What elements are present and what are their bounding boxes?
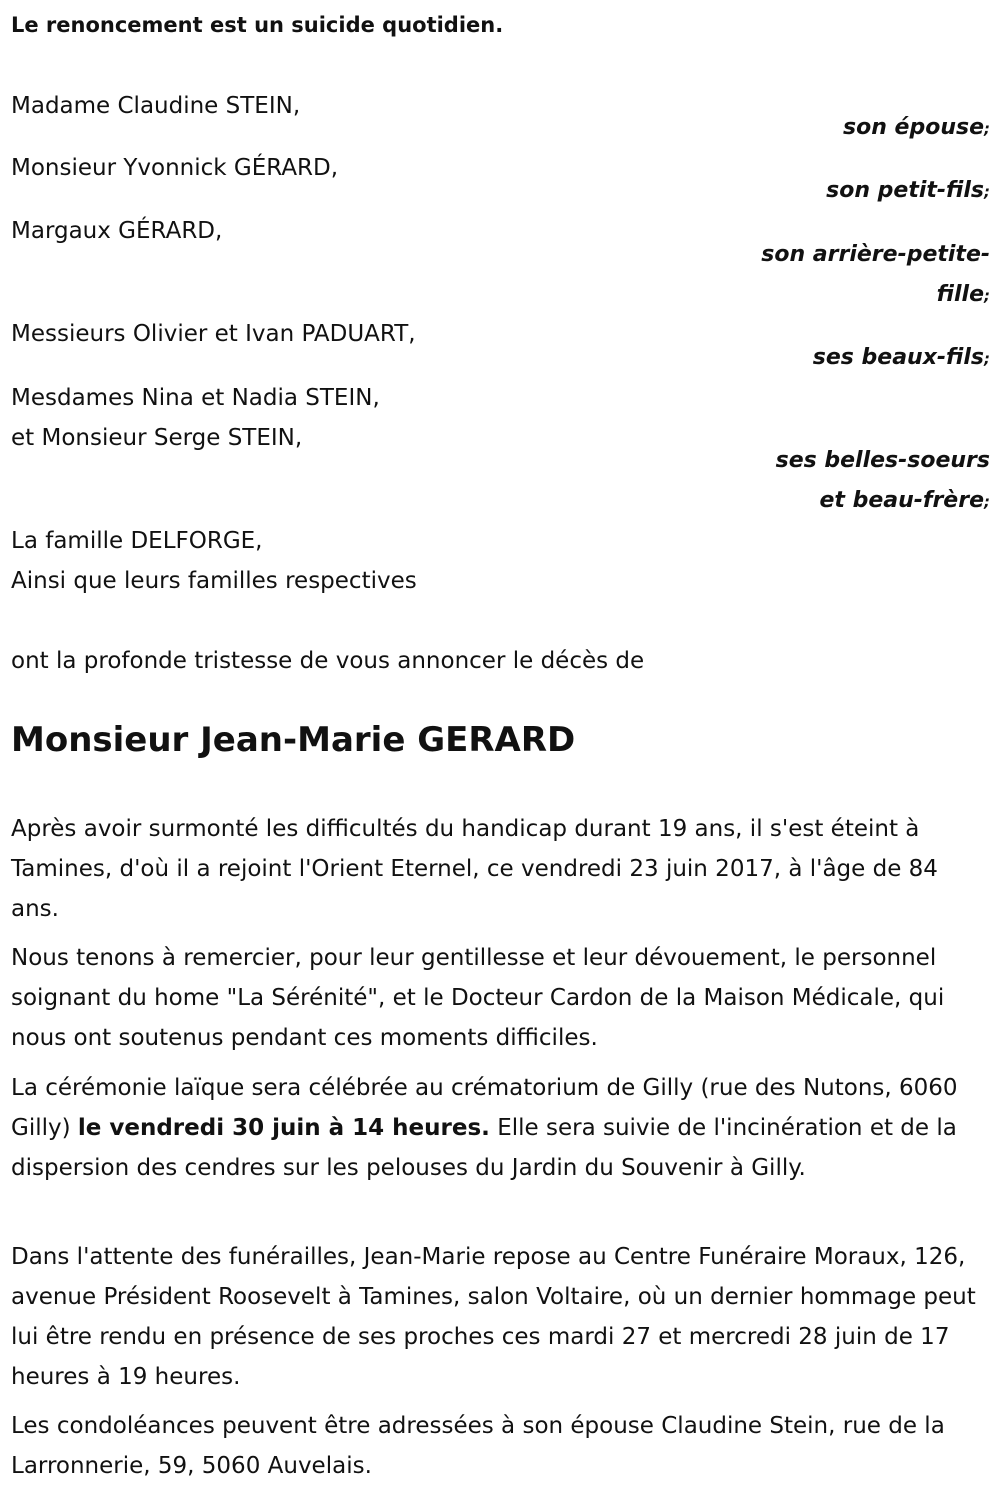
family-extra-line: La famille DELFORGE, [11, 528, 263, 554]
paragraph-condolences: Les condoléances peuvent être adressées à son épouse Claudine Stein, rue de la Larronnerie, 59, 5060 Auvelais. [11, 1413, 945, 1479]
family-relation: et beau-frère; [819, 488, 990, 513]
ceremony-date: le vendredi 30 juin à 14 heures. [77, 1115, 490, 1141]
family-relation: ses beaux-fils; [812, 345, 990, 370]
family-member-name: Monsieur Yvonnick GÉRARD, [11, 155, 339, 181]
announcement-text: ont la profonde tristesse de vous annoncer le décès de [11, 648, 645, 674]
family-member-name: Mesdames Nina et Nadia STEIN, [11, 385, 380, 411]
family-member-name: Messieurs Olivier et Ivan PADUART, [11, 321, 416, 347]
family-relation-line: son arrière-petite- [761, 242, 990, 267]
family-relation: son petit-fils; [826, 178, 990, 203]
family-member-name: Madame Claudine STEIN, [11, 93, 301, 119]
family-extra-line: Ainsi que leurs familles respectives [11, 568, 417, 594]
opening-quote: Le renoncement est un suicide quotidien. [11, 13, 504, 37]
family-relation: son épouse; [843, 115, 990, 140]
relation-semicolon: ; [984, 183, 990, 201]
relation-semicolon: ; [984, 120, 990, 138]
family-relation-line: ses belles-soeurs [775, 448, 990, 473]
relation-semicolon: ; [984, 350, 990, 368]
paragraph-death-notice: Après avoir surmonté les difficultés du handicap durant 19 ans, il s'est éteint à Tamines, d'où il a rejoint l'Orient Eternel, ce vendredi 23 juin 2017, à l'âge de 84 ans. [11, 816, 938, 922]
relation-semicolon: ; [984, 493, 990, 511]
deceased-name: Monsieur Jean-Marie GERARD [11, 720, 576, 760]
family-member-name: et Monsieur Serge STEIN, [11, 425, 303, 451]
relation-semicolon: ; [984, 287, 990, 305]
paragraph-visitation: Dans l'attente des funérailles, Jean-Marie repose au Centre Funéraire Moraux, 126, avenue Président Roosevelt à Tamines, salon Voltaire, où un dernier hommage peut lui être rendu en présence de ses proches ces mardi 27 et mercredi 28 juin de 17 heures à 19 heures. [11, 1244, 976, 1390]
family-member-name: Margaux GÉRARD, [11, 218, 223, 244]
paragraph-ceremony: La cérémonie laïque sera célébrée au crématorium de Gilly (rue des Nutons, 6060 Gilly) le vendredi 30 juin à 14 heures. Elle sera suivie de l'incinération et de la dispersion des cendres sur les pelouses du Jardin du Souvenir à Gilly. [11, 1075, 958, 1181]
family-relation: fille; [936, 282, 990, 307]
paragraph-thanks: Nous tenons à remercier, pour leur gentillesse et leur dévouement, le personnel soignant du home "La Sérénité", et le Docteur Cardon de la Maison Médicale, qui nous ont soutenus pendant ces moments difficiles. [11, 945, 945, 1051]
